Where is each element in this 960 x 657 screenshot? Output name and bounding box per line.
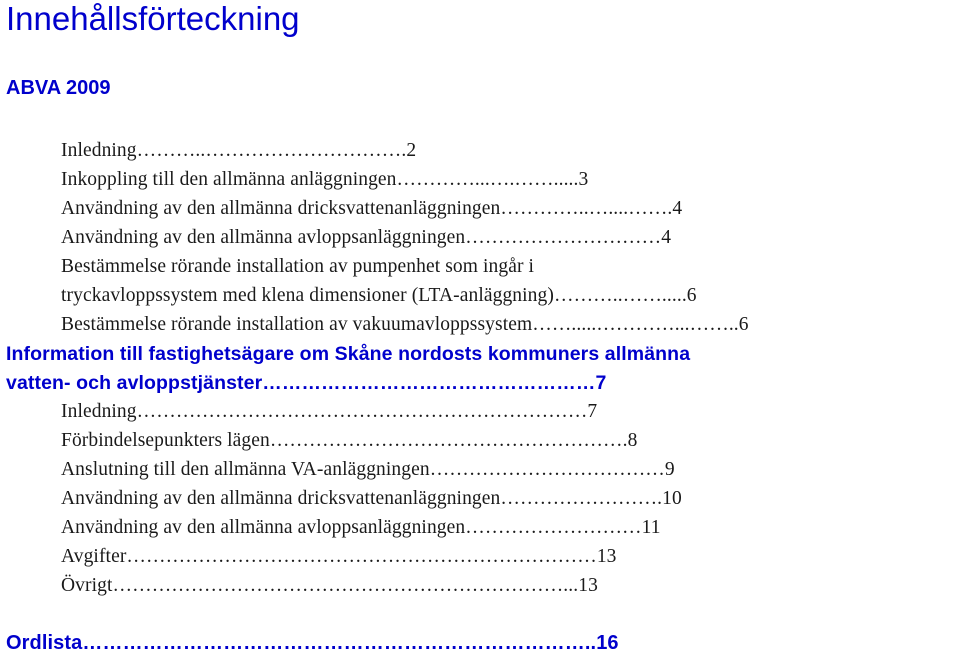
toc-entry-heading[interactable]: Information till fastighetsägare om Skåne nordosts kommuners allmänna xyxy=(6,343,691,365)
toc-entry[interactable]: Inledning……………………………………………………………7 xyxy=(61,401,598,422)
toc-entry[interactable]: Anslutning till den allmänna VA-anläggningen………………………………9 xyxy=(61,459,675,480)
toc-entry[interactable]: Inkoppling till den allmänna anläggningen…………...….…….....3 xyxy=(61,169,589,190)
toc-entry[interactable]: Förbindelsepunkters lägen……………………………………………….8 xyxy=(61,430,638,451)
page-title: Innehållsförteckning xyxy=(6,0,300,37)
toc-entry[interactable]: tryckavloppssystem med klena dimensioner (LTA-anläggning)………..…….....6 xyxy=(61,285,697,306)
toc-entry[interactable]: Användning av den allmänna dricksvattenanläggningen…………..…....…….4 xyxy=(61,198,683,219)
toc-entry[interactable]: Övrigt……………………………………………………………...13 xyxy=(61,575,598,596)
section-heading: ABVA 2009 xyxy=(6,77,111,99)
toc-entry[interactable]: Avgifter………………………………………………………………13 xyxy=(61,546,617,567)
toc-entry[interactable]: Användning av den allmänna avloppsanläggningen………………………11 xyxy=(61,517,661,538)
toc-entry[interactable]: Bestämmelse rörande installation av vakuumavloppssystem…….....…………...……..6 xyxy=(61,314,749,335)
toc-entry[interactable]: Bestämmelse rörande installation av pumpenhet som ingår i xyxy=(61,256,535,277)
toc-entry-heading[interactable]: vatten- och avloppstjänster……………………………………………7 xyxy=(6,372,607,394)
toc-entry[interactable]: Användning av den allmänna dricksvattenanläggningen…………………….10 xyxy=(61,488,682,509)
toc-entry[interactable]: Användning av den allmänna avloppsanläggningen…………………………4 xyxy=(61,227,672,248)
toc-entry[interactable]: Inledning………..………………………….2 xyxy=(61,140,417,161)
toc-entry-ordlista[interactable]: Ordlista…………………………………………………………………..16 xyxy=(6,632,619,654)
